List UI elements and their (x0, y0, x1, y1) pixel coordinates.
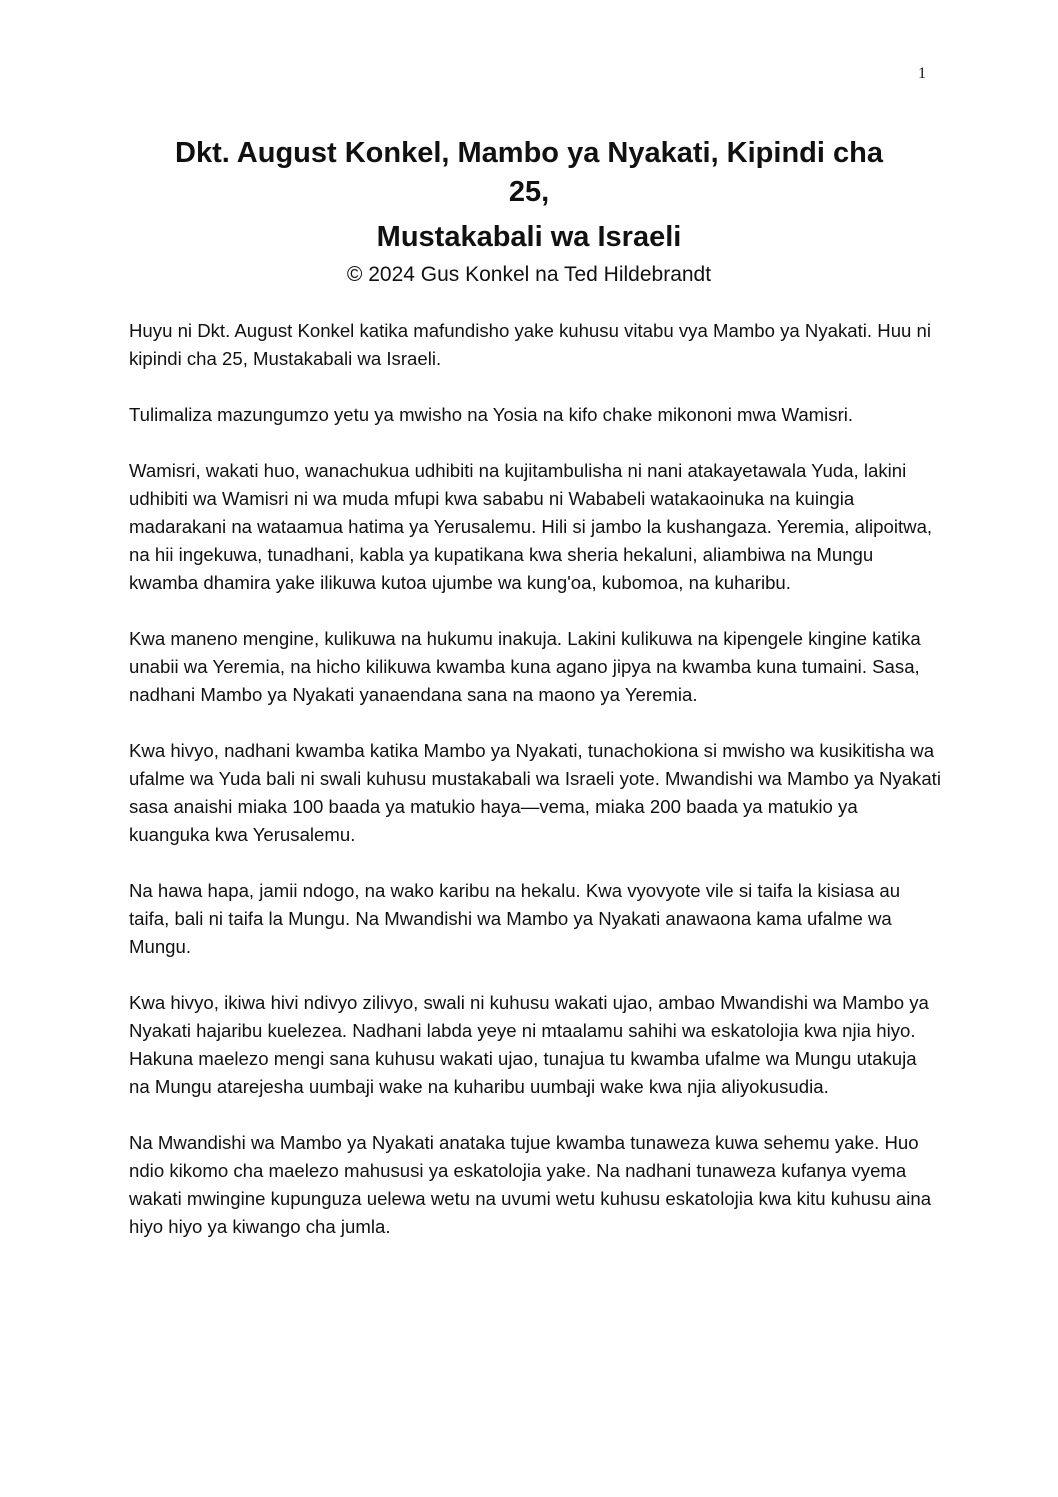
document-title-line-2: 25, (508, 176, 550, 208)
paragraph-3: Wamisri, wakati huo, wanachukua udhibiti na kujitambulisha ni nani atakayetawala Yuda, lakini udhibiti wa Wamisri ni wa muda mfupi kwa sababu ni Wababeli watakaoinuka na kuingia madarakani na wataamua hatima ya Yerusalemu. Hili si jambo la kushangaza. Yeremia, alipoitwa, na hii ingekuwa, tunadhani, kabla ya kupatikana kwa sheria hekaluni, aliambiwa na Mungu kwamba dhamira yake ilikuwa kutoa ujumbe wa kung'oa, kubomoa, na kuharibu. (129, 460, 933, 593)
paragraph-4: Kwa maneno mengine, kulikuwa na hukumu inakuja. Lakini kulikuwa na kipengele kingine katika unabii wa Yeremia, na hicho kilikuwa kwamba kuna agano jipya na kwamba kuna tumaini. Sasa, nadhani Mambo ya Nyakati yanaendana sana na maono ya Yeremia. (129, 628, 921, 705)
document-title-line-1: Dkt. August Konkel, Mambo ya Nyakati, Kipindi cha (175, 137, 883, 169)
paragraph-2: Tulimaliza mazungumzo yetu ya mwisho na Yosia na kifo chake mikononi mwa Wamisri. (129, 404, 854, 425)
title-block (100, 134, 958, 289)
document-body (129, 317, 941, 1269)
document-subtitle: Mustakabali wa Israeli (376, 221, 682, 253)
paragraph-8: Na Mwandishi wa Mambo ya Nyakati anataka tujue kwamba tunaweza kuwa sehemu yake. Huo ndio kikomo cha maelezo mahususi ya eskatolojia yake. Na nadhani tunaweza kufanya vyema wakati mwingine kupunguza uelewa wetu na uvumi wetu kuhusu eskatolojia kwa kitu kuhusu aina hiyo hiyo ya kiwango cha jumla. (129, 1132, 932, 1237)
paragraph-7: Kwa hivyo, ikiwa hivi ndivyo zilivyo, swali ni kuhusu wakati ujao, ambao Mwandishi wa Mambo ya Nyakati hajaribu kuelezea. Nadhani labda yeye ni mtaalamu sahihi wa eskatolojia kwa njia hiyo. Hakuna maelezo mengi sana kuhusu wakati ujao, tunajua tu kwamba ufalme wa Mungu utakuja na Mungu atarejesha uumbaji wake na kuharibu uumbaji wake kwa njia aliyokusudia. (129, 992, 929, 1097)
copyright-line: © 2024 Gus Konkel na Ted Hildebrandt (346, 263, 712, 286)
paragraph-6: Na hawa hapa, jamii ndogo, na wako karibu na hekalu. Kwa vyovyote vile si taifa la kisiasa au taifa, bali ni taifa la Mungu. Na Mwandishi wa Mambo ya Nyakati anawaona kama ufalme wa Mungu. (129, 880, 901, 957)
page-number: 1 (918, 65, 926, 82)
paragraph-1: Huyu ni Dkt. August Konkel katika mafundisho yake kuhusu vitabu vya Mambo ya Nyakati. Huu ni kipindi cha 25, Mustakabali wa Israeli. (129, 320, 932, 369)
paragraph-5: Kwa hivyo, nadhani kwamba katika Mambo ya Nyakati, tunachokiona si mwisho wa kusikitisha wa ufalme wa Yuda bali ni swali kuhusu mustakabali wa Israeli yote. Mwandishi wa Mambo ya Nyakati sasa anaishi miaka 100 baada ya matukio haya—vema, miaka 200 baada ya matukio ya kuanguka kwa Yerusalemu. (129, 740, 941, 845)
